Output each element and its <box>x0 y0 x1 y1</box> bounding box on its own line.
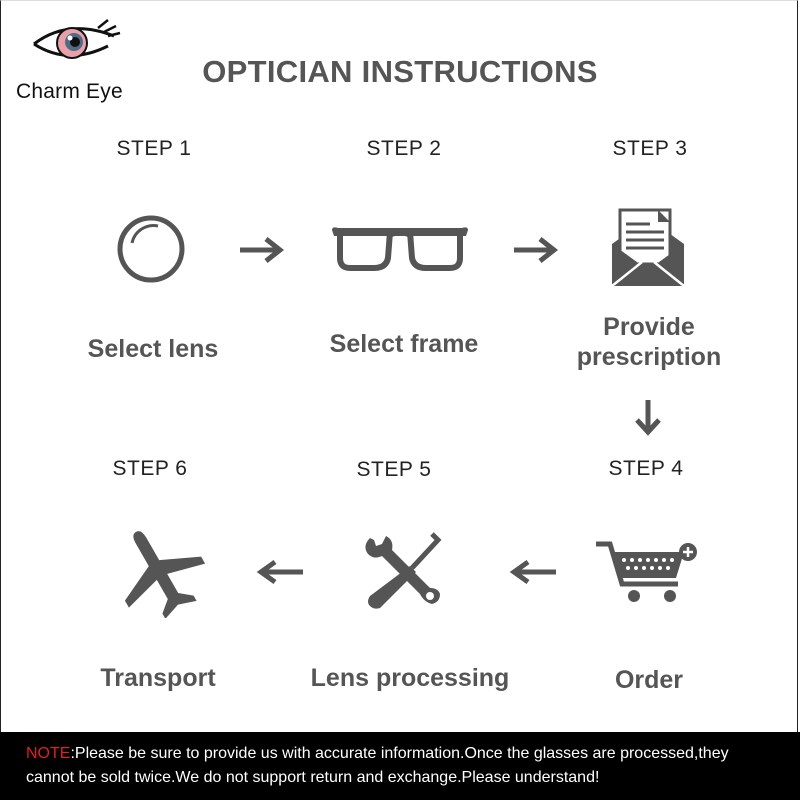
note-tag: NOTE <box>26 745 71 762</box>
step-2-label: STEP 2 <box>366 137 442 160</box>
note-banner <box>0 732 800 800</box>
step-1-name: Select lens <box>87 335 219 363</box>
arrow-left-icon <box>508 558 558 586</box>
step-6-name: Transport <box>100 664 216 692</box>
step-6-label: STEP 6 <box>112 457 188 480</box>
lens-circle-icon <box>114 213 190 285</box>
step-3-label: STEP 3 <box>612 137 688 160</box>
note-text: :Please be sure to provide us with accurate information.Once the glasses are processed,they cannot be sold twice.We do not support return and exchange.Please understand! <box>26 745 729 786</box>
glasses-frame-icon <box>330 222 470 274</box>
shopping-cart-icon <box>594 540 698 604</box>
step-3-name: Provide prescription <box>576 313 722 371</box>
step-1-label: STEP 1 <box>116 137 192 160</box>
arrow-right-icon <box>238 235 288 265</box>
brand-name: Charm Eye <box>16 80 123 103</box>
airplane-icon <box>110 522 206 618</box>
screwdriver-wrench-icon <box>360 532 444 610</box>
step-5-name: Lens processing <box>310 664 510 692</box>
arrow-left-icon <box>255 558 305 586</box>
step-4-label: STEP 4 <box>608 457 684 480</box>
step-5-label: STEP 5 <box>356 458 432 481</box>
page-title: OPTICIAN INSTRUCTIONS <box>202 54 598 89</box>
envelope-letter-icon <box>610 208 686 288</box>
arrow-down-icon <box>632 398 664 438</box>
step-2-name: Select frame <box>329 330 479 358</box>
step-4-name: Order <box>614 666 684 694</box>
arrow-right-icon <box>512 235 562 265</box>
